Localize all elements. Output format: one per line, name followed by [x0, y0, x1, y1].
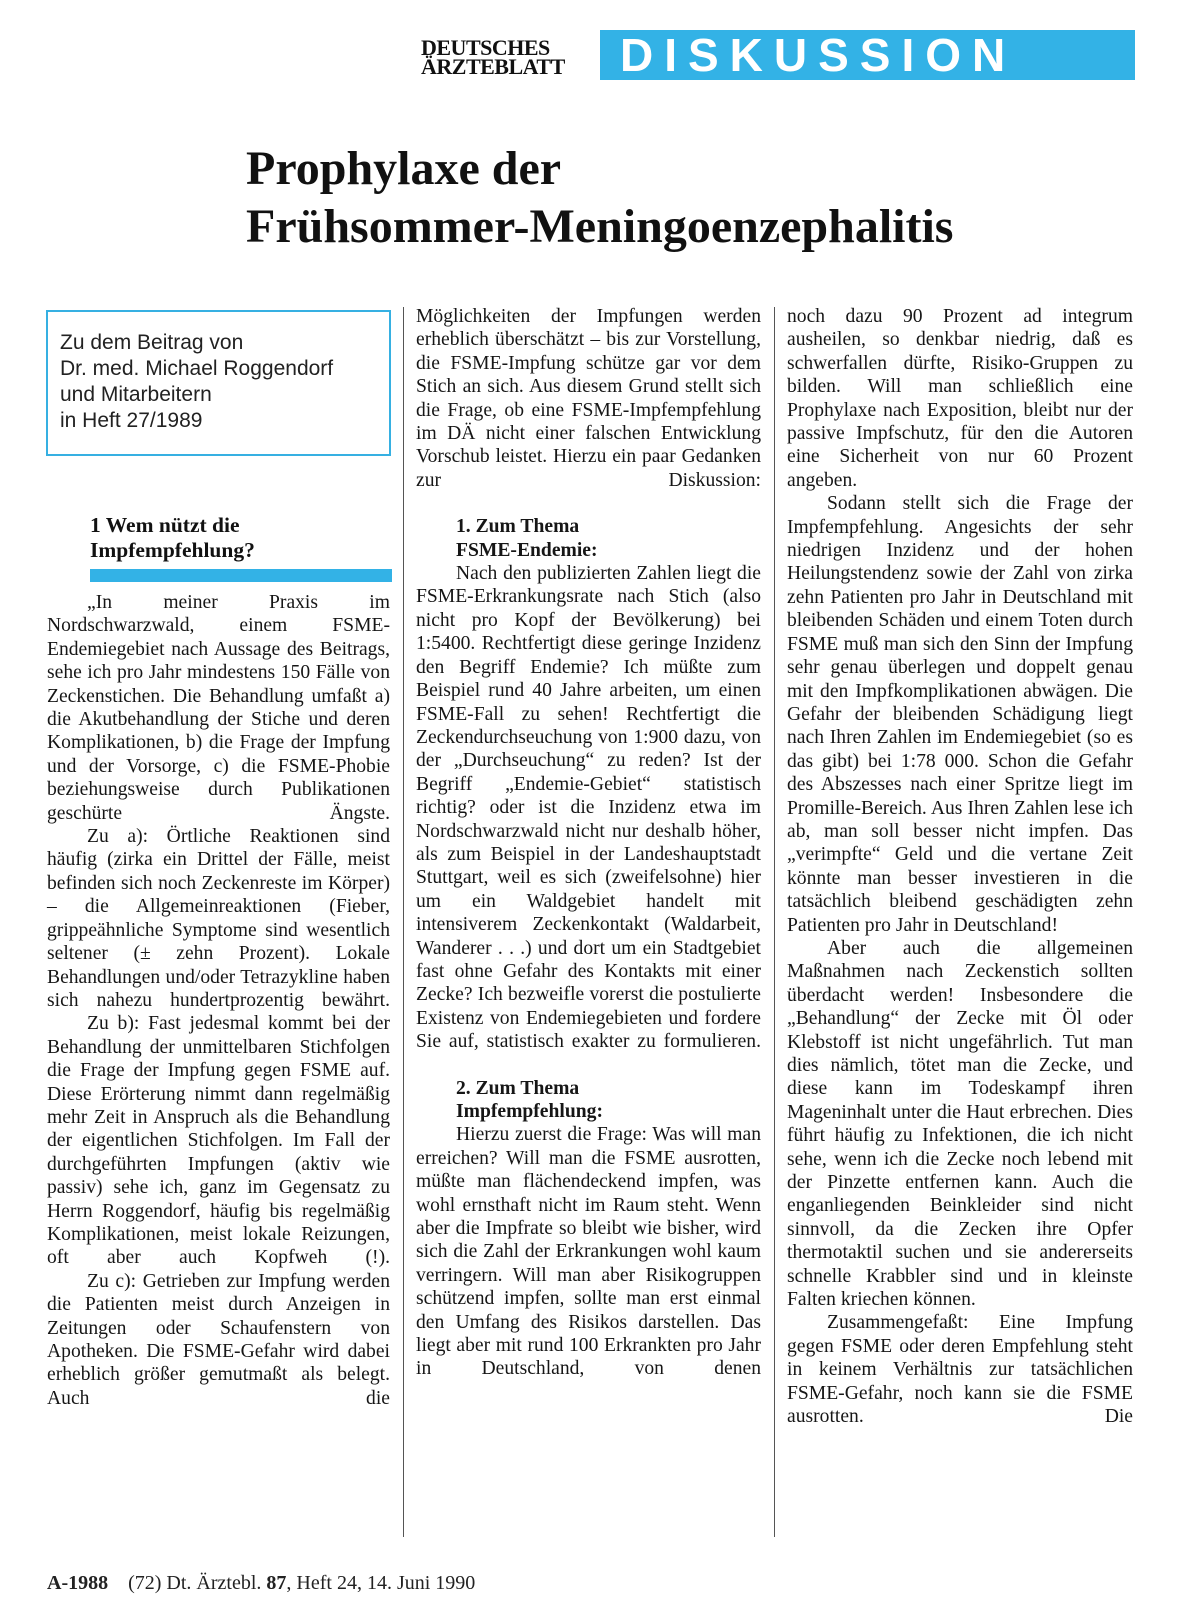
section-label: DISKUSSION	[620, 29, 1017, 81]
article-title-line1: Prophylaxe der	[246, 142, 562, 195]
citation-issue: , Heft 24, 14. Juni 1990	[286, 1572, 476, 1594]
paragraph: Zu a): Örtliche Reaktionen sind häufig (zirka ein Drittel der Fälle, meist befinden sich noch Zeckenreste im Körper) – die Allgemeinreaktionen (Fieber, grippeähnliche Symptome sind wesentlich seltener (± zehn Prozent). Lokale Behandlungen und/oder Tetrazykline haben sich nahezu hundertprozentig bewährt.	[47, 826, 390, 1011]
column-rule	[403, 307, 404, 1537]
subheading-line1: 2. Zum Thema	[456, 1077, 580, 1099]
subheading-line2: FSME-Endemie:	[456, 539, 598, 561]
reference-line2: Dr. med. Michael Roggendorf	[60, 357, 334, 380]
section-heading-line2: Impfempfehlung?	[90, 538, 255, 562]
page-number: A-1988	[47, 1572, 109, 1594]
section-heading-line1: 1 Wem nützt die	[90, 513, 240, 537]
subheading-line2: Impfempfehlung:	[456, 1101, 603, 1122]
section-heading	[90, 513, 390, 563]
subheading	[456, 515, 761, 562]
reference-line4: in Heft 27/1989	[60, 409, 203, 432]
column-rule	[774, 307, 775, 1537]
article-title-line2: Frühsommer-Meningoenzephalitis	[246, 200, 954, 253]
reference-line3: und Mitarbeitern	[60, 383, 212, 406]
text-column-2	[416, 305, 761, 1381]
subheading-line1: 1. Zum Thema	[456, 516, 580, 538]
paragraph: Zusammengefaßt: Eine Impfung gegen FSME oder deren Empfehlung steht in keinem Verhältnis zur tatsächlichen FSME-Gefahr, noch kann sie die FSME ausrotten. Die	[787, 1312, 1133, 1428]
masthead-logo-line1: DEUTSCHES	[421, 35, 550, 60]
subheading	[456, 1077, 761, 1124]
section-heading-bar	[90, 569, 392, 582]
article-title	[246, 140, 1146, 256]
masthead-logo-line2: ÄRZTEBLATT	[421, 54, 565, 79]
paragraph: Möglichkeiten der Impfungen werden erheblich überschätzt – bis zur Vorstellung, die FSME-Impfung schütze gar vor dem Stich an sich. Aus diesem Grund stellt sich die Frage, ob eine FSME-Impfempfehlung im DÄ nicht einer falschen Entwicklung Vorschub leistet. Hierzu ein paar Gedanken zur Diskussion:	[416, 306, 761, 491]
paragraph: Aber auch die allgemeinen Maßnahmen nach Zeckenstich sollten überdacht werden! Insbesondere die „Behandlung“ der Zecke mit Öl oder Klebstoff ist nicht ungefährlich. Tut man dies nämlich, tötet man die Zecke, und diese kann im Todeskampf ihren Mageninhalt unter die Haut erbrechen. Dies führt häufig zu Infektionen, die ich nicht sehe, wenn ich die Zecke noch lebend mit der Pinzette entfernen kann. Auch die enganliegenden Beinkleider sind nicht sinnvoll, da die Zecken ihre Opfer thermotaktil suchen und sie andererseits schnelle Krabbler sind und in kleinste Falten kriechen können.	[787, 937, 1133, 1311]
paragraph: Nach den publizierten Zahlen liegt die FSME-Erkrankungsrate nach Stich (also nicht pro Kopf der Bevölkerung) bei 1:5400. Rechtfertigt diese geringe Inzidenz den Begriff Endemie? Ich müßte zum Beispiel rund 40 Jahre arbeiten, um einen FSME-Fall zu sehen! Rechtfertigt die Zeckendurchseuchung von 1:900 dazu, von der „Durchseuchung“ zu reden? Ist der Begriff „Endemie-Gebiet“ statistisch richtig? oder ist die Inzidenz etwa im Nordschwarzwald nicht nur deshalb höher, als zum Beispiel in der Landeshauptstadt Stuttgart, weil es sich (zweifelsohne) hier um ein Waldgebiet handelt mit intensiverem Zeckenkontakt (Waldarbeit, Wanderer . . .) und dort um ein Stadtgebiet fast ohne Gefahr des Kontakts mit einer Zecke? Ich bezweifle vorerst die postulierte Existenz von Endemiegebieten und fordere Sie auf, statistisch exakter zu formulieren.	[416, 563, 761, 1053]
text-column-1	[47, 591, 390, 1410]
citation-text: (72) Dt. Ärztebl.	[128, 1572, 262, 1594]
paragraph: Zu c): Getrieben zur Impfung werden die Patienten meist durch Anzeigen in Zeitungen oder Schaufenstern von Apotheken. Die FSME-Gefahr wird dabei erheblich größer gemutmaßt als belegt. Auch die	[47, 1270, 390, 1409]
paragraph: „In meiner Praxis im Nordschwarzwald, einem FSME-Endemiegebiet nach Aussage des Beitrags, sehe ich pro Jahr mindestens 150 Fälle von Zeckenstichen. Die Behandlung umfaßt a) die Akutbehandlung der Stiche und deren Komplikationen, b) die Frage der Impfung und der Vorsorge, c) die FSME-Phobie beziehungsweise durch Publikationen geschürte Ängste.	[47, 592, 390, 824]
volume-number: 87	[266, 1572, 287, 1594]
masthead-logo	[421, 35, 591, 79]
reference-line1: Zu dem Beitrag von	[60, 331, 244, 354]
paragraph: Zu b): Fast jedesmal kommt bei der Behandlung der unmittelbaren Stichfolgen die Frage der Impfung gegen FSME auf. Diese Erörterung nimmt dann regelmäßig mehr Zeit in Anspruch als die Behandlung der eigentlichen Stichfolgen. Im Fall der durchgeführten Impfungen (aktiv wie passiv) sehe ich, ganz im Gegensatz zu Herrn Roggendorf, häufig bis regelmäßig Komplikationen, meist lokale Reizungen, oft aber auch Kopfweh (!).	[47, 1013, 390, 1269]
paragraph: Hierzu zuerst die Frage: Was will man erreichen? Will man die FSME ausrotten, müßte man flächendeckend impfen, was wohl ernsthaft nicht im Raum steht. Wenn aber die Impfrate so bleibt wie bisher, wird sich die Zahl der Erkrankungen wohl kaum verringern. Will man aber Risikogruppen schützend impfen, sollte man erst einmal den Umfang des Risikos darstellen. Das liegt aber mit rund 100 Erkrankten pro Jahr in Deutschland, von denen	[416, 1124, 761, 1380]
paragraph: Sodann stellt sich die Frage der Impfempfehlung. Angesichts der sehr niedrigen Inzidenz und der hohen Heilungstendenz sowie der Zahl von zirka zehn Patienten pro Jahr in Deutschland mit bleibenden Schäden und einem Toten durch FSME muß man sich den Sinn der Impfung sehr genau überlegen und doppelt genau mit den Impfkomplikationen abwägen. Die Gefahr der bleibenden Schädigung liegt nach Ihren Zahlen im Endemiegebiet (so es das gibt) bei 1:78 000. Schon die Gefahr des Abszesses nach einer Spritze liegt im Promille-Bereich. Aus Ihren Zahlen lese ich ab, man soll besser nicht impfen. Das „verimpfte“ Geld und die vertane Zeit könnte man besser investieren in die tatsächlich bleibend geschädigten zehn Patienten pro Jahr in Deutschland!	[787, 493, 1133, 936]
text-column-3	[787, 305, 1133, 1429]
paragraph: noch dazu 90 Prozent ad integrum ausheilen, so denkbar niedrig, daß es schwerfallen dürfte, Risiko-Gruppen zu bilden. Will man schließlich eine Prophylaxe nach Exposition, bleibt nur der passive Impfschutz, für den die Autoren eine Sicherheit von nur 60 Prozent angeben.	[787, 306, 1133, 491]
page-footer	[47, 1572, 475, 1595]
reference-box-text	[60, 330, 390, 434]
